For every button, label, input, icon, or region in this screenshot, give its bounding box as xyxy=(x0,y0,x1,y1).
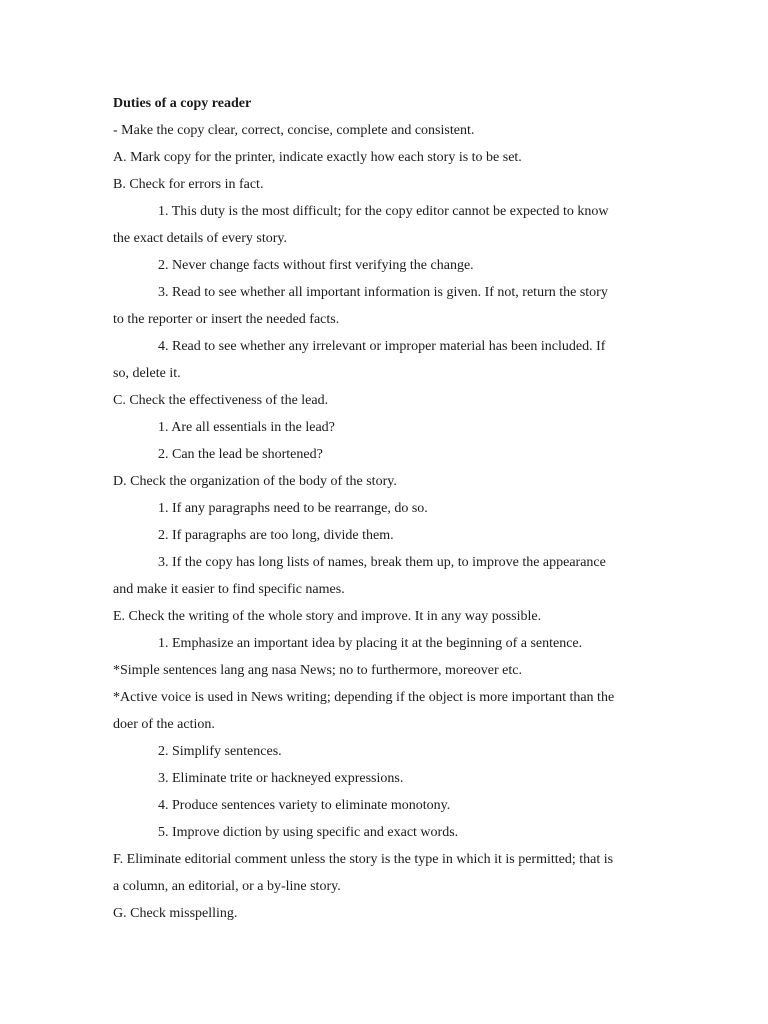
item-b-2: 2. Never change facts without first verifying the change. xyxy=(158,258,474,273)
item-a: A. Mark copy for the printer, indicate exactly how each story is to be set. xyxy=(113,150,522,165)
item-f: F. Eliminate editorial comment unless the story is the type in which it is permitted; that is xyxy=(113,852,614,867)
item-b-1-continued: the exact details of every story. xyxy=(113,231,288,246)
item-f-continued: a column, an editorial, or a by-line story. xyxy=(113,879,341,894)
item-c-2: 2. Can the lead be shortened? xyxy=(158,447,323,462)
item-c: C. Check the effectiveness of the lead. xyxy=(113,393,329,408)
item-g: G. Check misspelling. xyxy=(113,906,238,921)
item-b: B. Check for errors in fact. xyxy=(113,177,264,192)
item-e-4: 4. Produce sentences variety to eliminate monotony. xyxy=(158,798,451,813)
intro-line: - Make the copy clear, correct, concise, complete and consistent. xyxy=(113,123,475,138)
note-active-voice: *Active voice is used in News writing; depending if the object is more important than the xyxy=(113,690,615,705)
document-title: Duties of a copy reader xyxy=(113,96,252,111)
item-e-3: 3. Eliminate trite or hackneyed expressions. xyxy=(158,771,404,786)
document-body xyxy=(113,90,658,927)
item-b-4-continued: so, delete it. xyxy=(113,366,181,381)
note-simple-sentences: *Simple sentences lang ang nasa News; no to furthermore, moreover etc. xyxy=(113,663,522,678)
item-d-3-continued: and make it easier to find specific names. xyxy=(113,582,345,597)
item-e-5: 5. Improve diction by using specific and exact words. xyxy=(158,825,459,840)
item-c-1: 1. Are all essentials in the lead? xyxy=(158,420,335,435)
item-b-3-continued: to the reporter or insert the needed facts. xyxy=(113,312,340,327)
item-d: D. Check the organization of the body of the story. xyxy=(113,474,397,489)
item-e-1: 1. Emphasize an important idea by placing it at the beginning of a sentence. xyxy=(158,636,583,651)
item-d-1: 1. If any paragraphs need to be rearrange, do so. xyxy=(158,501,428,516)
note-active-voice-continued: doer of the action. xyxy=(113,717,215,732)
item-b-1: 1. This duty is the most difficult; for the copy editor cannot be expected to know xyxy=(158,204,609,219)
item-e-2: 2. Simplify sentences. xyxy=(158,744,282,759)
item-b-4: 4. Read to see whether any irrelevant or improper material has been included. If xyxy=(158,339,606,354)
item-d-2: 2. If paragraphs are too long, divide them. xyxy=(158,528,394,543)
item-e: E. Check the writing of the whole story and improve. It in any way possible. xyxy=(113,609,542,624)
item-b-3: 3. Read to see whether all important information is given. If not, return the story xyxy=(158,285,608,300)
item-d-3: 3. If the copy has long lists of names, break them up, to improve the appearance xyxy=(158,555,606,570)
